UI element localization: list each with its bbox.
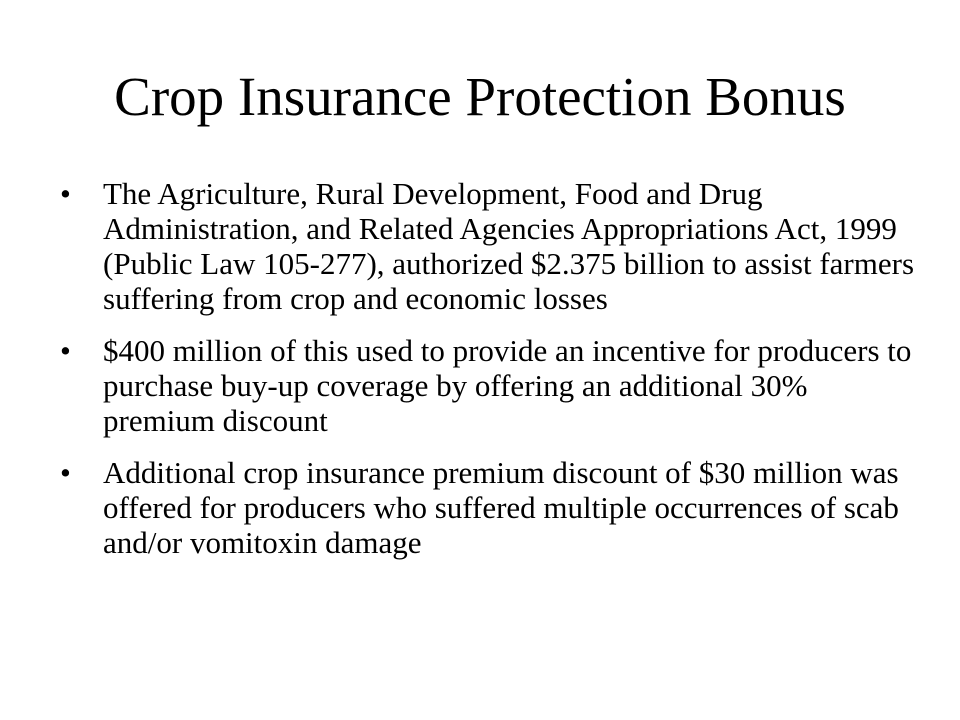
bullet-item — [60, 333, 920, 438]
bullet-icon: • — [60, 333, 71, 368]
bullet-text: Additional crop insurance premium discount of $30 million was offered for producers who suffered multiple occurrences of scab and/or vomitoxin damage — [103, 455, 899, 560]
bullet-icon: • — [60, 455, 71, 490]
bullet-item — [60, 176, 920, 316]
bullet-text: $400 million of this used to provide an incentive for producers to purchase buy-up coverage by offering an additional 30% premium discount — [103, 333, 912, 438]
bullet-text: The Agriculture, Rural Development, Food and Drug Administration, and Related Agencies Appropriations Act, 1999 (Public Law 105-277), authorized $2.375 billion to assist farmers suffering from crop and economic losses — [103, 176, 915, 316]
bullet-item — [60, 455, 920, 560]
bullet-icon: • — [60, 176, 71, 211]
slide-title: Crop Insurance Protection Bonus — [114, 66, 846, 127]
bullet-list — [60, 176, 920, 577]
